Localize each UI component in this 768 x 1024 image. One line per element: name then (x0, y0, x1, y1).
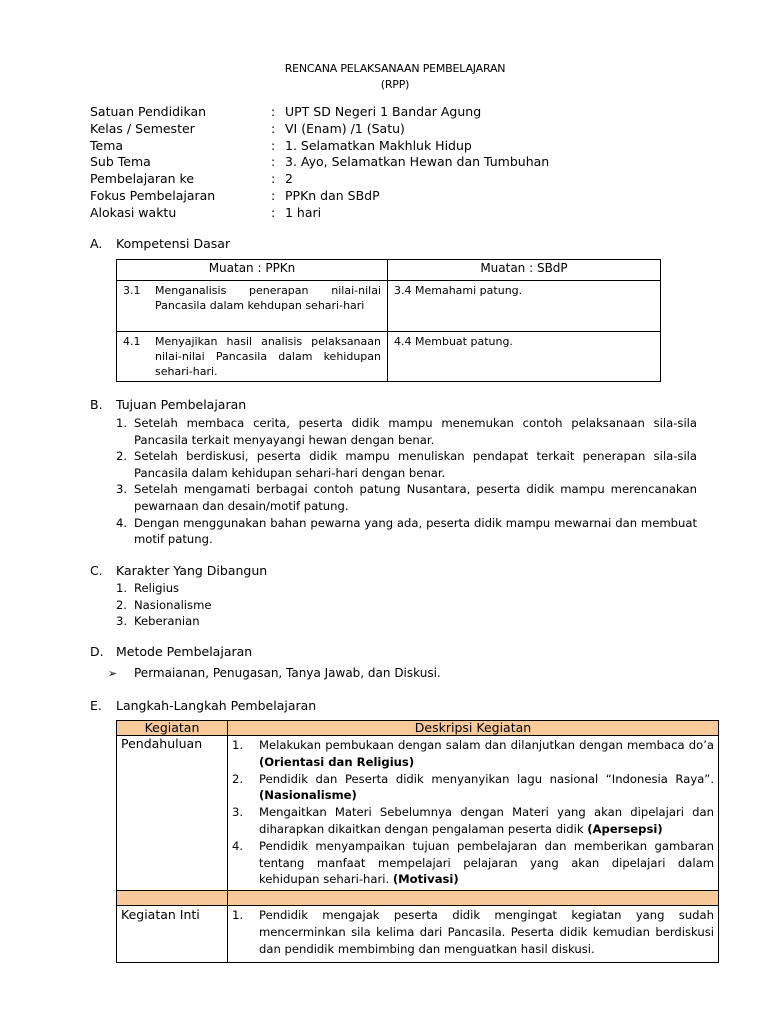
info-label: Sub Tema (90, 154, 151, 170)
info-value: VI (Enam) /1 (Satu) (285, 120, 405, 136)
list-item: 1. Religius (116, 581, 180, 595)
section-title: Tujuan Pembelajaran (116, 397, 247, 412)
karakter-list (116, 580, 212, 630)
section-heading-d (90, 644, 252, 659)
kd-text: 3.4 Memahami patung. (388, 281, 661, 332)
section-letter: D. (90, 644, 104, 659)
kompetensi-dasar-table (116, 259, 661, 382)
table-row (117, 332, 661, 382)
section-title: Karakter Yang Dibangun (116, 563, 268, 578)
table-row (117, 906, 719, 962)
list-item: 2. Nasionalisme (116, 597, 212, 612)
info-colon: : (271, 120, 276, 136)
info-label: Fokus Pembelajaran (90, 187, 216, 203)
section-letter: C. (90, 563, 103, 578)
step-item: 1. Pendidik mengajak peserta didik mengingat kegiatan yang sudah mencerminkan sila kelima dari Pancasila. Peserta didik kemudian berdiskusi dan pendidik membimbing dan menguatkan hasil diskusi. (232, 908, 714, 956)
list-item: 3. Setelah mengamati berbagai contoh patung Nusantara, peserta didik mampu merencanakan pewarnaan dan desain/motif patung. (116, 482, 697, 513)
info-colon: : (271, 204, 276, 220)
column-header-kegiatan: Kegiatan (117, 721, 228, 736)
section-title: Metode Pembelajaran (116, 644, 253, 659)
info-label: Tema (90, 137, 124, 153)
column-header-sbdp: Muatan : SBdP (388, 260, 661, 281)
column-header-ppkn: Muatan : PPKn (117, 260, 388, 281)
langkah-table (116, 720, 719, 963)
info-colon: : (271, 137, 276, 153)
list-item: 4. Dengan menggunakan bahan pewarna yang ada, peserta didik mampu mewarnai dan membuat motif patung. (116, 515, 697, 547)
info-label: Satuan Pendidikan (90, 104, 207, 119)
section-letter: E. (90, 698, 102, 713)
info-value: 1 hari (285, 204, 322, 220)
document-subtitle: (RPP) (380, 78, 410, 91)
step-item: 4. Pendidik menyampaikan tujuan pembelajaran dan memberikan gambaran tentang manfaat mempelajari pelajaran yang akan dipelajari dalam kehidupan sehari-hari. (Motivasi) (232, 838, 714, 887)
table-band-row (117, 891, 719, 906)
metode-text: Permaianan, Penugasan, Tanya Jawab, dan Diskusi. (134, 666, 441, 680)
step-item: 3. Mengaitkan Materi Sebelumnya dengan Materi yang akan dipelajari dan diharapkan dikaitkan dengan pengalaman peserta didik (Apersepsi) (232, 805, 714, 836)
table-row (117, 736, 719, 891)
section-letter: B. (90, 397, 103, 412)
list-item: 2. Setelah berdiskusi, peserta didik mampu menuliskan pendapat terkait penerapan sila-sila Pancasila dalam kehidupan sehari-hari dengan benar. (116, 449, 697, 480)
info-value: PPKn dan SBdP (285, 187, 380, 203)
document-title: RENCANA PELAKSANAAN PEMBELAJARAN (284, 62, 506, 75)
kd-number: 3.1 (123, 284, 141, 297)
arrow-bullet-icon: ➢ (108, 667, 118, 680)
metode-bullet (108, 666, 441, 680)
info-value: 3. Ayo, Selamatkan Hewan dan Tumbuhan (285, 154, 550, 170)
step-item: 2. Pendidik dan Peserta didik menyanyikan lagu nasional “Indonesia Raya”. (Nasionalisme) (232, 771, 714, 803)
info-value: UPT SD Negeri 1 Bandar Agung (285, 104, 482, 119)
kd-text: Menyajikan hasil analisis pelaksanaan nilai-nilai Pancasila dalam kehidupan sehari-hari. (155, 335, 381, 378)
list-item: 1. Setelah membaca cerita, peserta didik mampu menemukan contoh pelaksanaan sila-sila Pancasila terkait menyayangi hewan dengan benar. (116, 416, 697, 447)
section-heading-c (90, 563, 267, 578)
info-colon: : (271, 171, 276, 187)
kd-text: Menganalisis penerapan nilai-nilai Pancasila dalam kehdupan sehari-hari (155, 284, 381, 312)
info-label: Pembelajaran ke (90, 171, 195, 187)
section-letter: A. (90, 236, 103, 251)
tujuan-list (116, 415, 697, 548)
section-heading-e (90, 698, 316, 713)
section-heading-b (90, 397, 246, 412)
kd-text: 4.4 Membuat patung. (388, 332, 661, 382)
section-heading-a (90, 236, 230, 251)
step-item: 1. Melakukan pembukaan dengan salam dan dilanjutkan dengan membaca do’a (Orientasi dan Religius) (232, 738, 714, 769)
list-item: 3. Keberanian (116, 614, 200, 629)
kegiatan-label: Pendahuluan (117, 736, 228, 891)
info-label: Kelas / Semester (90, 120, 195, 136)
info-value: 2 (285, 171, 293, 187)
section-title: Langkah-Langkah Pembelajaran (116, 698, 317, 713)
info-colon: : (271, 104, 276, 119)
column-header-deskripsi: Deskripsi Kegiatan (228, 721, 719, 736)
table-row (117, 281, 661, 332)
info-colon: : (271, 187, 276, 203)
info-label: Alokasi waktu (90, 204, 177, 220)
kd-number: 4.1 (123, 335, 141, 348)
info-colon: : (271, 154, 276, 170)
section-title: Kompetensi Dasar (116, 236, 231, 251)
info-value: 1. Selamatkan Makhluk Hidup (285, 137, 472, 153)
kegiatan-label: Kegiatan Inti (117, 906, 228, 962)
